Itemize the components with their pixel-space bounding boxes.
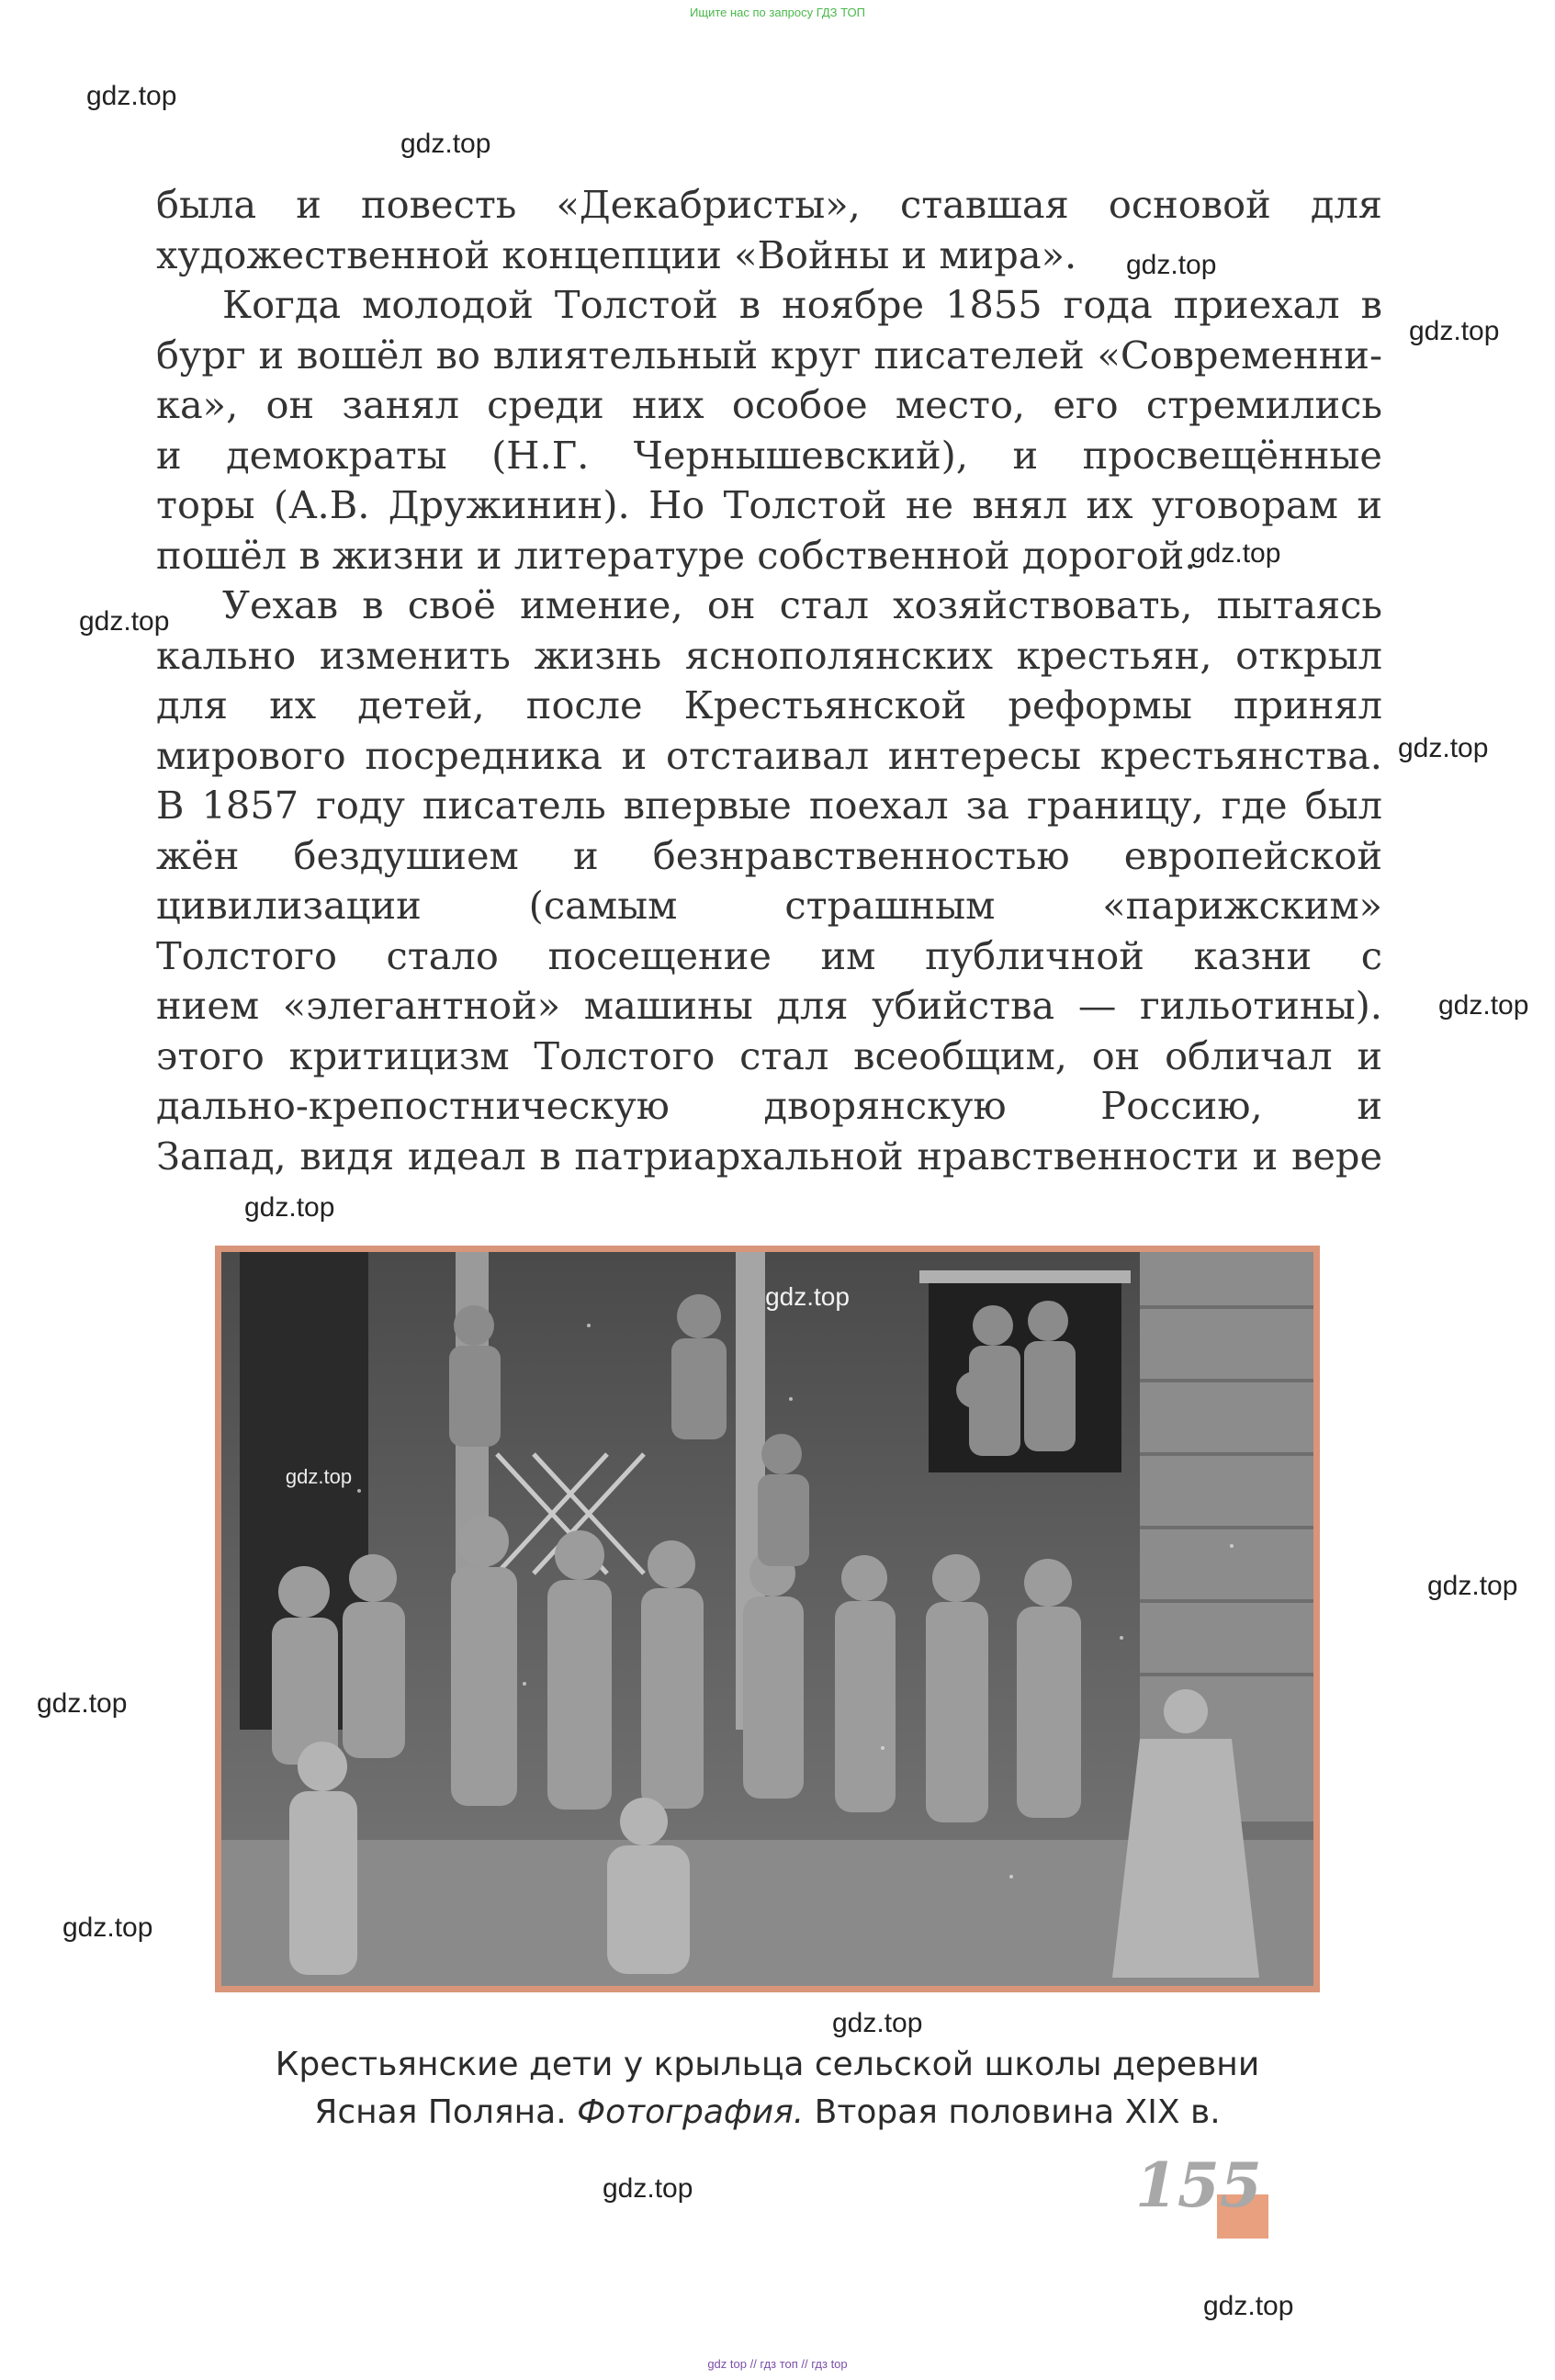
text-line: кально изменить жизнь яснополянских крестьян, открыл xyxy=(156,632,1382,678)
text-line: Запад, видя идеал в патриархальной нравственности и вере xyxy=(156,1133,1382,1179)
text-line: художественной концепции «Войны и мира». xyxy=(156,231,1077,277)
text-line: мирового посредника и отстаивал интересы крестьянства. xyxy=(156,732,1382,778)
caption-date: Вторая половина XIX в. xyxy=(804,2093,1221,2131)
text-line: пошёл в жизни и литературе собственной дорогой. xyxy=(156,532,1197,578)
text-line: и демократы (Н.Г. Чернышевский), и просвещённые xyxy=(156,432,1382,478)
caption-type: Фотография. xyxy=(577,2093,805,2131)
top-banner: Ищите нас по запросу ГДЗ ТОП xyxy=(690,6,865,19)
photo-caption xyxy=(215,2041,1320,2137)
watermark: gdz.top xyxy=(1126,250,1217,280)
watermark: gdz.top xyxy=(1409,316,1500,346)
text-line: торы (А.В. Дружинин). Но Толстой не внял их уговорам и xyxy=(156,482,1382,527)
watermark: gdz.top xyxy=(79,606,170,637)
text-line: этого критицизм Толстого стал всеобщим, он обличал и xyxy=(156,1032,1382,1078)
text-line: нием «элегантной» машины для убийства — гильотины). xyxy=(156,983,1382,1028)
text-line: бург и вошёл во влиятельный круг писателей «Современни- xyxy=(156,332,1382,378)
watermark: gdz.top xyxy=(832,2008,923,2038)
watermark: gdz.top xyxy=(285,1465,353,1488)
watermark: gdz.top xyxy=(400,129,491,159)
body-text xyxy=(156,180,1382,1181)
text-line: Уехав в своё имение, он стал хозяйствовать, пытаясь xyxy=(222,582,1382,627)
photo-illustration xyxy=(221,1252,1313,1986)
bottom-banner: gdz top // гдз топ // гдз top xyxy=(707,2357,848,2371)
watermark: gdz.top xyxy=(765,1282,850,1311)
watermark: gdz.top xyxy=(86,81,177,111)
caption-line-1: Крестьянские дети у крыльца сельской школы деревни xyxy=(275,2046,1260,2083)
watermark: gdz.top xyxy=(1190,538,1281,569)
text-line: ка», он занял среди них особое место, его стремились xyxy=(156,382,1382,427)
watermark: gdz.top xyxy=(37,1688,128,1719)
text-line: была и повесть «Декабристы», ставшая основой для xyxy=(156,182,1382,227)
text-line: жён бездушием и безнравственностью европейской xyxy=(156,832,1382,878)
caption-place: Ясная Поляна. xyxy=(314,2093,578,2131)
watermark: gdz.top xyxy=(603,2173,693,2204)
page-number: 155 xyxy=(1135,2149,1262,2221)
text-line: цивилизации (самым страшным «парижским» xyxy=(156,883,1382,928)
watermark: gdz.top xyxy=(62,1912,153,1943)
watermark: gdz.top xyxy=(1438,990,1529,1021)
historical-photo xyxy=(215,1246,1320,1992)
text-line: для их детей, после Крестьянской реформы принял xyxy=(156,682,1382,728)
caption-line-2 xyxy=(215,2089,1320,2137)
watermark: gdz.top xyxy=(1427,1571,1518,1601)
text-line: В 1857 году писатель впервые поехал за границу, где был xyxy=(156,783,1382,828)
text-line: Толстого стало посещение им публичной казни с xyxy=(156,932,1382,978)
text-line: дально-крепостническую дворянскую Россию, и xyxy=(156,1083,1382,1128)
watermark: gdz.top xyxy=(1398,733,1489,763)
watermark: gdz.top xyxy=(244,1192,335,1223)
text-line: Когда молодой Толстой в ноябре 1855 года приехал в xyxy=(222,282,1382,327)
watermark: gdz.top xyxy=(1203,2291,1294,2321)
